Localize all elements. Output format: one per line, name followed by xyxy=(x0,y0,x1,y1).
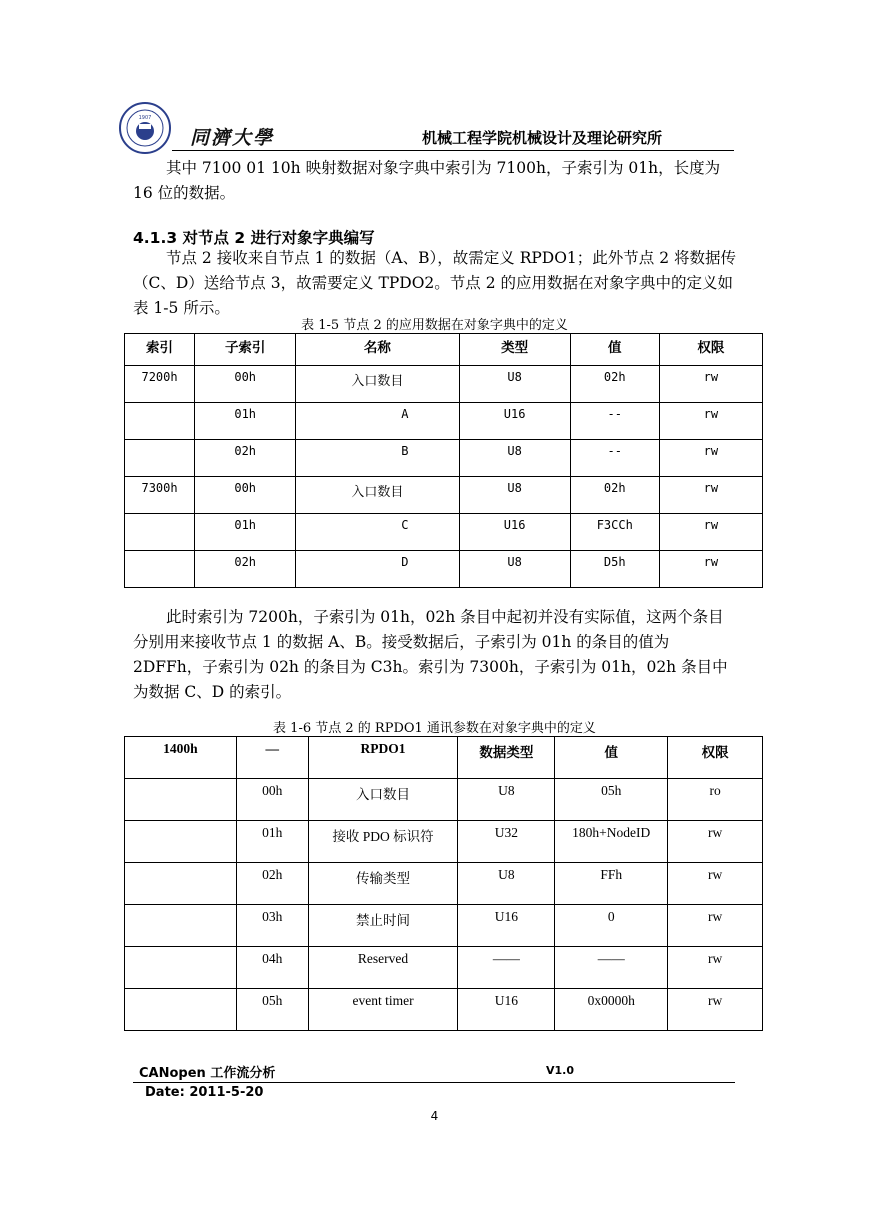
department-name: 机械工程学院机械设计及理论研究所 xyxy=(422,129,663,147)
header-cell: 索引 xyxy=(125,334,195,366)
table-cell xyxy=(125,779,237,821)
table-cell: U32 xyxy=(458,821,555,863)
table-cell: D5h xyxy=(570,551,659,588)
table-cell: U8 xyxy=(459,551,570,588)
table-cell xyxy=(125,989,237,1031)
header-cell: — xyxy=(236,737,308,779)
table-node2-app-data xyxy=(124,333,763,588)
table-cell: ro xyxy=(668,779,763,821)
table-cell: U8 xyxy=(458,779,555,821)
table-cell: rw xyxy=(668,905,763,947)
table-cell: 05h xyxy=(555,779,668,821)
footer-version: V1.0 xyxy=(546,1064,574,1077)
table-cell: D xyxy=(296,551,459,588)
table-cell: FFh xyxy=(555,863,668,905)
table-row xyxy=(125,905,763,947)
table-cell: rw xyxy=(659,366,762,403)
table-cell: 02h xyxy=(195,551,296,588)
university-logo xyxy=(119,102,171,154)
table-cell: 04h xyxy=(236,947,308,989)
section-heading: 4.1.3 对节点 2 进行对象字典编写 xyxy=(133,229,375,247)
table-row xyxy=(125,989,763,1031)
table-cell: 入口数目 xyxy=(296,477,459,514)
header-cell: 权限 xyxy=(668,737,763,779)
table-row xyxy=(125,821,763,863)
table-cell: 180h+NodeID xyxy=(555,821,668,863)
table-cell: event timer xyxy=(308,989,458,1031)
table-cell: U8 xyxy=(459,366,570,403)
table-cell: 传输类型 xyxy=(308,863,458,905)
table2-caption: 表 1-6 节点 2 的 RPDO1 通讯参数在对象字典中的定义 xyxy=(273,721,596,736)
table-cell: 05h xyxy=(236,989,308,1031)
header-cell: 值 xyxy=(570,334,659,366)
table-cell: rw xyxy=(668,821,763,863)
table-cell: A xyxy=(296,403,459,440)
header-cell: 名称 xyxy=(296,334,459,366)
table-cell: 7300h xyxy=(125,477,195,514)
table-cell: 0x0000h xyxy=(555,989,668,1031)
table-cell: U16 xyxy=(458,905,555,947)
table-cell: rw xyxy=(659,551,762,588)
table-cell: U8 xyxy=(458,863,555,905)
table-cell: F3CCh xyxy=(570,514,659,551)
header-cell: 类型 xyxy=(459,334,570,366)
table-cell: U16 xyxy=(459,514,570,551)
table-cell: 00h xyxy=(236,779,308,821)
table-cell: 01h xyxy=(236,821,308,863)
table-row xyxy=(125,551,763,588)
university-name: 同濟大學 xyxy=(190,127,275,149)
table-cell: Reserved xyxy=(308,947,458,989)
table-row xyxy=(125,440,763,477)
table-cell: U8 xyxy=(459,477,570,514)
table-cell: 接收 PDO 标识符 xyxy=(308,821,458,863)
table-cell: U16 xyxy=(458,989,555,1031)
table-cell: B xyxy=(296,440,459,477)
table-row xyxy=(125,947,763,989)
table-row xyxy=(125,477,763,514)
table-cell xyxy=(125,863,237,905)
table-row xyxy=(125,779,763,821)
table-cell: 02h xyxy=(570,477,659,514)
paragraph-node2-intro: 节点 2 接收来自节点 1 的数据（A、B），故需定义 RPDO1；此外节点 2 将数据传（C、D）送给节点 3，故需要定义 TPDO2。节点 2 的应用数据在对象字典中的定义如表 1-5 所示。 xyxy=(133,249,737,317)
header-cell: RPDO1 xyxy=(308,737,458,779)
table-cell: 入口数目 xyxy=(296,366,459,403)
header-cell: 数据类型 xyxy=(458,737,555,779)
table-cell: —— xyxy=(555,947,668,989)
table-cell xyxy=(125,514,195,551)
table-cell xyxy=(125,821,237,863)
header-cell: 子索引 xyxy=(195,334,296,366)
table-cell: 入口数目 xyxy=(308,779,458,821)
table-cell: rw xyxy=(668,989,763,1031)
table-cell: 7200h xyxy=(125,366,195,403)
page-number: 4 xyxy=(430,1109,439,1123)
svg-text:1907: 1907 xyxy=(138,115,152,121)
table-cell xyxy=(125,947,237,989)
table-cell: 00h xyxy=(195,366,296,403)
table-cell: 02h xyxy=(570,366,659,403)
paragraph-mapping: 其中 7100 01 10h 映射数据对象字典中索引为 7100h，子索引为 01h，长度为 16 位的数据。 xyxy=(133,159,721,202)
table-cell: 01h xyxy=(195,403,296,440)
table-cell: U16 xyxy=(459,403,570,440)
header-rule xyxy=(172,150,734,151)
table-cell: rw xyxy=(659,477,762,514)
table-row xyxy=(125,514,763,551)
footer-rule xyxy=(133,1082,735,1083)
table-header-row xyxy=(125,334,763,366)
table-cell: 01h xyxy=(195,514,296,551)
table-cell: C xyxy=(296,514,459,551)
table-cell: -- xyxy=(570,403,659,440)
header-cell: 1400h xyxy=(125,737,237,779)
table1-caption: 表 1-5 节点 2 的应用数据在对象字典中的定义 xyxy=(301,318,568,333)
table-cell: -- xyxy=(570,440,659,477)
table-cell xyxy=(125,403,195,440)
paragraph-table-explanation: 此时索引为 7200h，子索引为 01h，02h 条目中起初并没有实际值，这两个条目分别用来接收节点 1 的数据 A、B。接受数据后，子索引为 01h 的条目的值为 2DFFh，子索引为 02h 的条目为 C3h。索引为 7300h，子索引为 01h，02h 条目中为数据 C、D 的索引。 xyxy=(133,608,728,701)
table-header-row xyxy=(125,737,763,779)
table-cell: —— xyxy=(458,947,555,989)
table-cell: 00h xyxy=(195,477,296,514)
table-cell xyxy=(125,905,237,947)
table-row xyxy=(125,366,763,403)
table-cell: rw xyxy=(668,947,763,989)
footer-doc-title: CANopen 工作流分析 xyxy=(139,1066,276,1081)
footer-date: Date: 2011-5-20 xyxy=(145,1085,264,1100)
table-cell: 03h xyxy=(236,905,308,947)
table-cell: U8 xyxy=(459,440,570,477)
table-cell: rw xyxy=(659,403,762,440)
table-cell xyxy=(125,440,195,477)
table-rpdo1-params xyxy=(124,736,763,1031)
table-cell: 02h xyxy=(195,440,296,477)
table-cell: rw xyxy=(668,863,763,905)
table-row xyxy=(125,863,763,905)
header-cell: 权限 xyxy=(659,334,762,366)
table-cell xyxy=(125,551,195,588)
table-row xyxy=(125,403,763,440)
table-cell: 禁止时间 xyxy=(308,905,458,947)
header-cell: 值 xyxy=(555,737,668,779)
table-cell: 0 xyxy=(555,905,668,947)
table-cell: 02h xyxy=(236,863,308,905)
table-cell: rw xyxy=(659,514,762,551)
table-cell: rw xyxy=(659,440,762,477)
